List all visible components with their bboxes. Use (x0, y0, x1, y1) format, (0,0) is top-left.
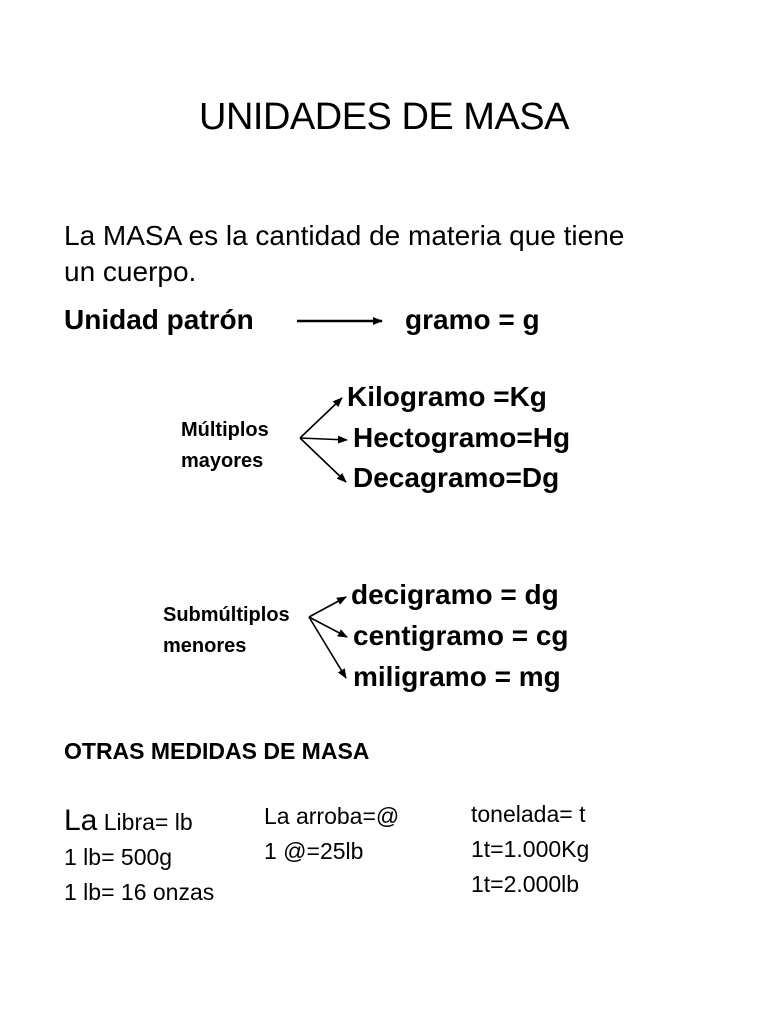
arroba-line-2: 1 @=25lb (264, 838, 364, 864)
submultiples-label (163, 600, 290, 662)
other-measures-title: OTRAS MEDIDAS DE MASA (64, 738, 370, 764)
multiple-kilogramo: Kilogramo =Kg (347, 381, 547, 412)
submultiple-centigramo: centigramo = cg (353, 620, 569, 651)
submultiples-arrows (309, 597, 347, 678)
arroba-column (264, 799, 399, 869)
multiple-decagramo: Decagramo=Dg (353, 462, 560, 493)
multiples-arrows (300, 398, 347, 482)
libra-name: Libra= lb (97, 809, 193, 835)
libra-column (64, 803, 214, 910)
arroba-line-1: La arroba=@ (264, 803, 400, 829)
tonelada-line-3: 1t=2.000lb (471, 871, 580, 897)
libra-line-1 (64, 803, 214, 840)
page-title: UNIDADES DE MASA (199, 96, 569, 138)
standard-unit-label: Unidad patrón (64, 304, 254, 335)
multiple-hectogramo: Hectogramo=Hg (353, 422, 571, 453)
submultiple-decigramo: decigramo = dg (351, 579, 559, 610)
submultiples-label-line-1: Submúltiplos (163, 604, 290, 626)
tonelada-column (471, 797, 589, 902)
tonelada-line-2: 1t=1.000Kg (471, 836, 590, 862)
libra-prefix: La (64, 804, 98, 837)
standard-unit-value: gramo = g (405, 304, 540, 335)
submultiple-miligramo: miligramo = mg (353, 661, 561, 692)
libra-line-3: 1 lb= 16 onzas (64, 879, 215, 905)
submultiples-label-line-2: menores (163, 635, 247, 657)
tonelada-line-1: tonelada= t (471, 801, 586, 827)
libra-line-2: 1 lb= 500g (64, 844, 173, 870)
multiples-label (181, 415, 269, 477)
multiples-label-line-2: mayores (181, 450, 264, 472)
multiples-label-line-1: Múltiplos (181, 419, 269, 441)
definition-line-2: un cuerpo. (64, 256, 197, 287)
definition-line-1: La MASA es la cantidad de materia que tiene (64, 220, 625, 251)
